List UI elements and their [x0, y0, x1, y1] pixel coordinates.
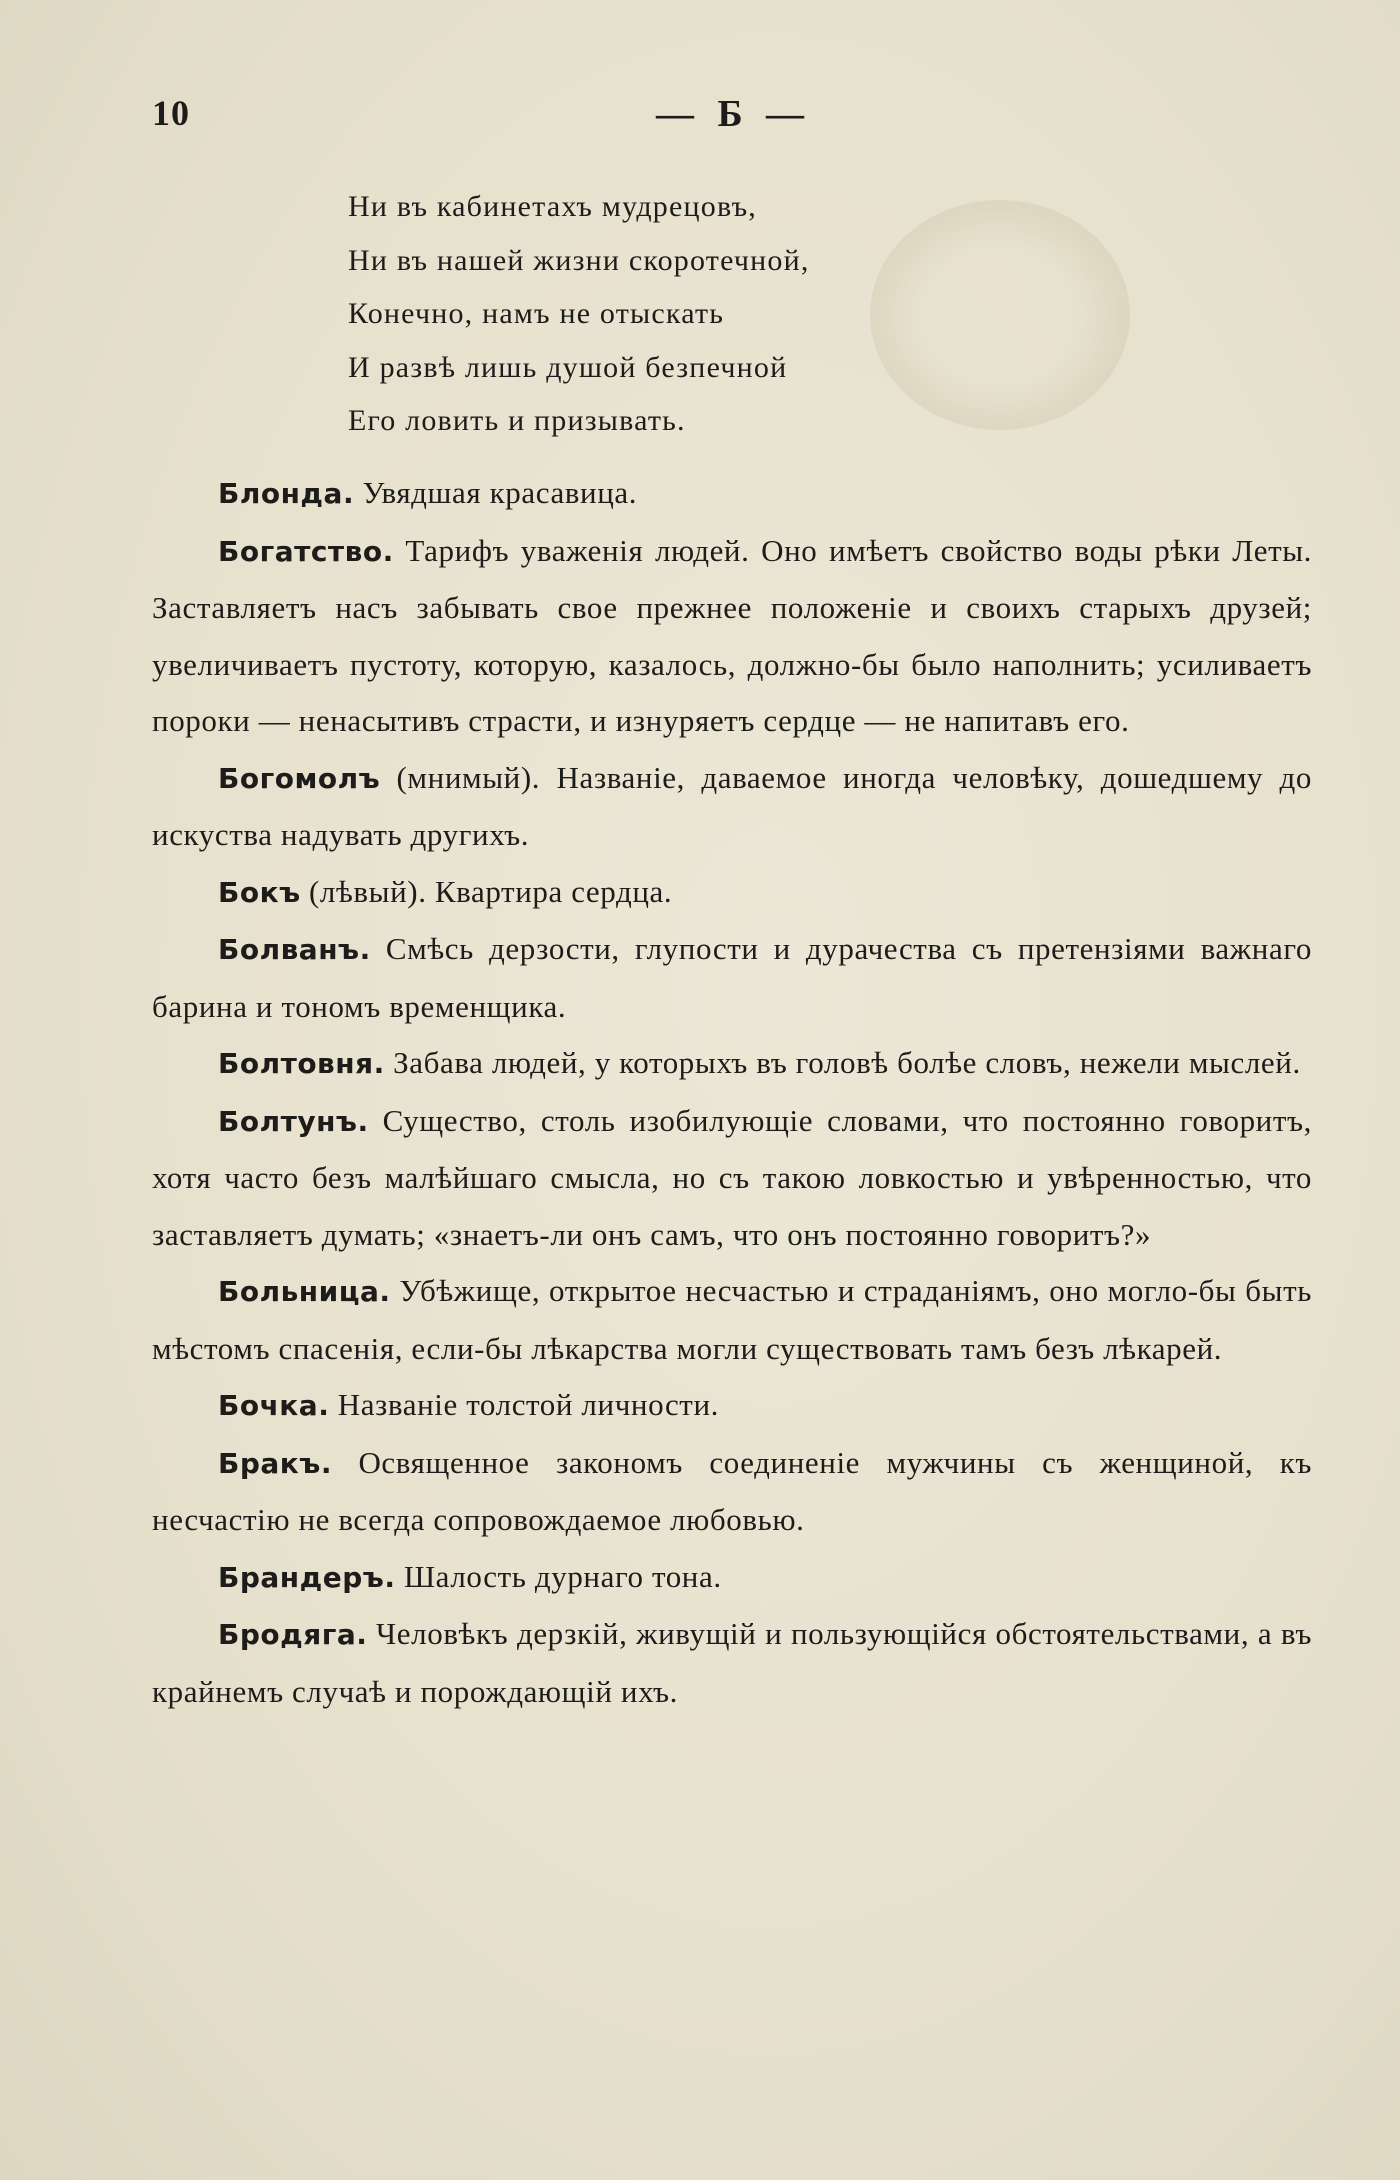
entry-term: Болванъ. [218, 933, 371, 966]
entry-definition: Тарифъ уваженія людей. Оно имѣетъ свойство воды рѣки Леты. Заставляетъ насъ забывать свое прежнее положеніе и своихъ старыхъ друзей; увеличиваетъ пустоту, которую, казалось, должно-бы было наполнить; усиливаетъ пороки — ненасытивъ страсти, и изнуряетъ сердце — не напитавъ его. [152, 532, 1312, 738]
section-letter: — Б — [655, 93, 805, 135]
dictionary-entry [152, 1377, 1312, 1435]
poem-line: Конечно, намъ не отыскать [348, 297, 725, 330]
entry-definition: Человѣкъ дерзкій, живущій и пользующійся обстоятельствами, а въ крайнемъ случаѣ и порождающій ихъ. [152, 1616, 1312, 1709]
dictionary-entry [152, 864, 1312, 922]
entry-term: Бродяга. [218, 1618, 368, 1651]
entry-term: Блонда. [218, 477, 355, 510]
entry-definition: (мнимый). Названіе, даваемое иногда человѣку, дошедшему до искуства надувать другихъ. [152, 759, 1312, 852]
dictionary-entry [152, 465, 1312, 523]
dictionary-entry [152, 1606, 1312, 1720]
entry-term: Бочка. [218, 1389, 330, 1422]
entry-definition: Забава людей, у которыхъ въ головѣ болѣе словъ, нежели мыслей. [393, 1045, 1301, 1080]
page-header [0, 92, 1400, 142]
poem-line: Ни въ кабинетахъ мудрецовъ, [348, 190, 757, 223]
poem-stanza [348, 180, 1108, 448]
poem-line: Его ловить и призывать. [348, 404, 686, 437]
entry-term: Бокъ [218, 875, 301, 909]
entry-definition: Названіе толстой личности. [337, 1387, 719, 1422]
dictionary-entry [152, 1435, 1312, 1549]
dictionary-entry [152, 1093, 1312, 1264]
dictionary-entry [152, 1263, 1312, 1377]
entry-definition: (лѣвый). Квартира сердца. [308, 873, 673, 909]
entry-definition: Смѣсь дерзости, глупости и дурачества съ претензіями важнаго барина и тономъ временщика. [152, 931, 1312, 1024]
entry-term: Богомолъ [218, 761, 381, 795]
entry-definition: Шалость дурнаго тона. [403, 1558, 722, 1594]
dictionary-entry [152, 523, 1312, 750]
entry-term: Больница. [218, 1275, 391, 1308]
entry-definition: Существо, столь изобилующіе словами, что постоянно говоритъ, хотя часто безъ малѣйшаго смысла, но съ такою ловкостью и увѣренностью, что заставляетъ думать; «знаетъ-ли онъ самъ, что онъ постоянно говоритъ?» [152, 1102, 1312, 1252]
page-number: 10 [152, 93, 190, 133]
entry-term: Болтовня. [218, 1047, 385, 1080]
poem-line: И развѣ лишь душой безпечной [348, 350, 788, 384]
poem-line: Ни въ нашей жизни скоротечной, [348, 243, 810, 277]
dictionary-entries [152, 465, 1312, 1720]
dictionary-entry [152, 1549, 1312, 1607]
entry-definition: Увядшая красавица. [362, 475, 638, 510]
dictionary-entry [152, 1035, 1312, 1093]
entry-term: Болтунъ. [218, 1104, 369, 1138]
dictionary-entry [152, 921, 1312, 1035]
entry-term: Брандеръ. [218, 1560, 396, 1594]
dictionary-entry [152, 750, 1312, 864]
entry-definition: Убѣжище, открытое несчастью и страданіямъ, оно могло-бы быть мѣстомъ спасенія, если-бы лѣкарства могли существовать тамъ безъ лѣкарей. [152, 1273, 1312, 1366]
entry-definition: Освященное закономъ соединеніе мужчины съ женщиной, къ несчастію не всегда сопровождаемое любовью. [152, 1444, 1312, 1537]
entry-term: Бракъ. [218, 1446, 332, 1480]
entry-term: Богатство. [218, 534, 394, 568]
